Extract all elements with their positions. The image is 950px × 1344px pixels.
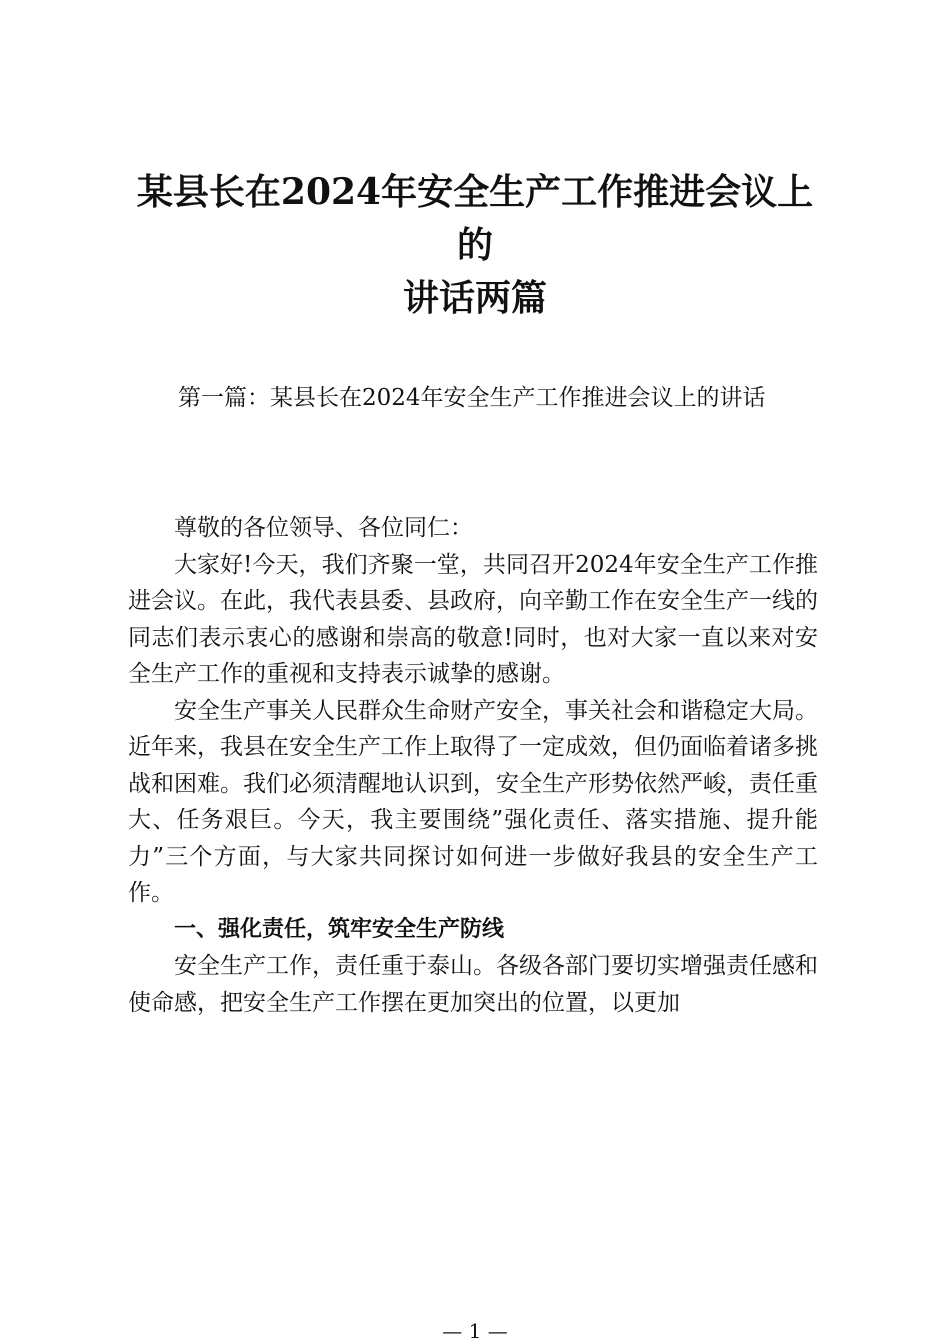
section-1-paragraph: 安全生产工作，责任重于泰山。各级各部门要切实增强责任感和使命感，把安全生产工作摆在更加突出的位置，以更加: [128, 953, 818, 1016]
title-line-1: 某县长在2024年安全生产工作推进会议上的: [136, 171, 814, 266]
title-line-2: 讲话两篇: [402, 277, 547, 319]
speech-body: [128, 510, 818, 1021]
salutation: 尊敬的各位领导、各位同仁：: [174, 515, 473, 541]
paragraph-greeting: 大家好!今天，我们齐聚一堂，共同召开2024年安全生产工作推进会议。在此，我代表县委、县政府，向辛勤工作在安全生产一线的同志们表示衷心的感谢和崇高的敬意!同时，也对大家一直以来对安全生产工作的重视和支持表示诚挚的感谢。: [128, 551, 818, 687]
section-heading-1: 一、强化责任，筑牢安全生产防线: [174, 916, 505, 942]
part-one-subtitle: 第一篇：某县长在2024年安全生产工作推进会议上的讲话: [178, 385, 766, 411]
page-number: — 1 —: [442, 1319, 508, 1343]
document-title: [120, 166, 830, 325]
paragraph-overview: 安全生产事关人民群众生命财产安全，事关社会和谐稳定大局。近年来，我县在安全生产工作上取得了一定成效，但仍面临着诸多挑战和困难。我们必须清醒地认识到，安全生产形势依然严峻，责任重大、任务艰巨。今天，我主要围绕”强化责任、落实措施、提升能力”三个方面，与大家共同探讨如何进一步做好我县的安全生产工作。: [128, 697, 818, 906]
